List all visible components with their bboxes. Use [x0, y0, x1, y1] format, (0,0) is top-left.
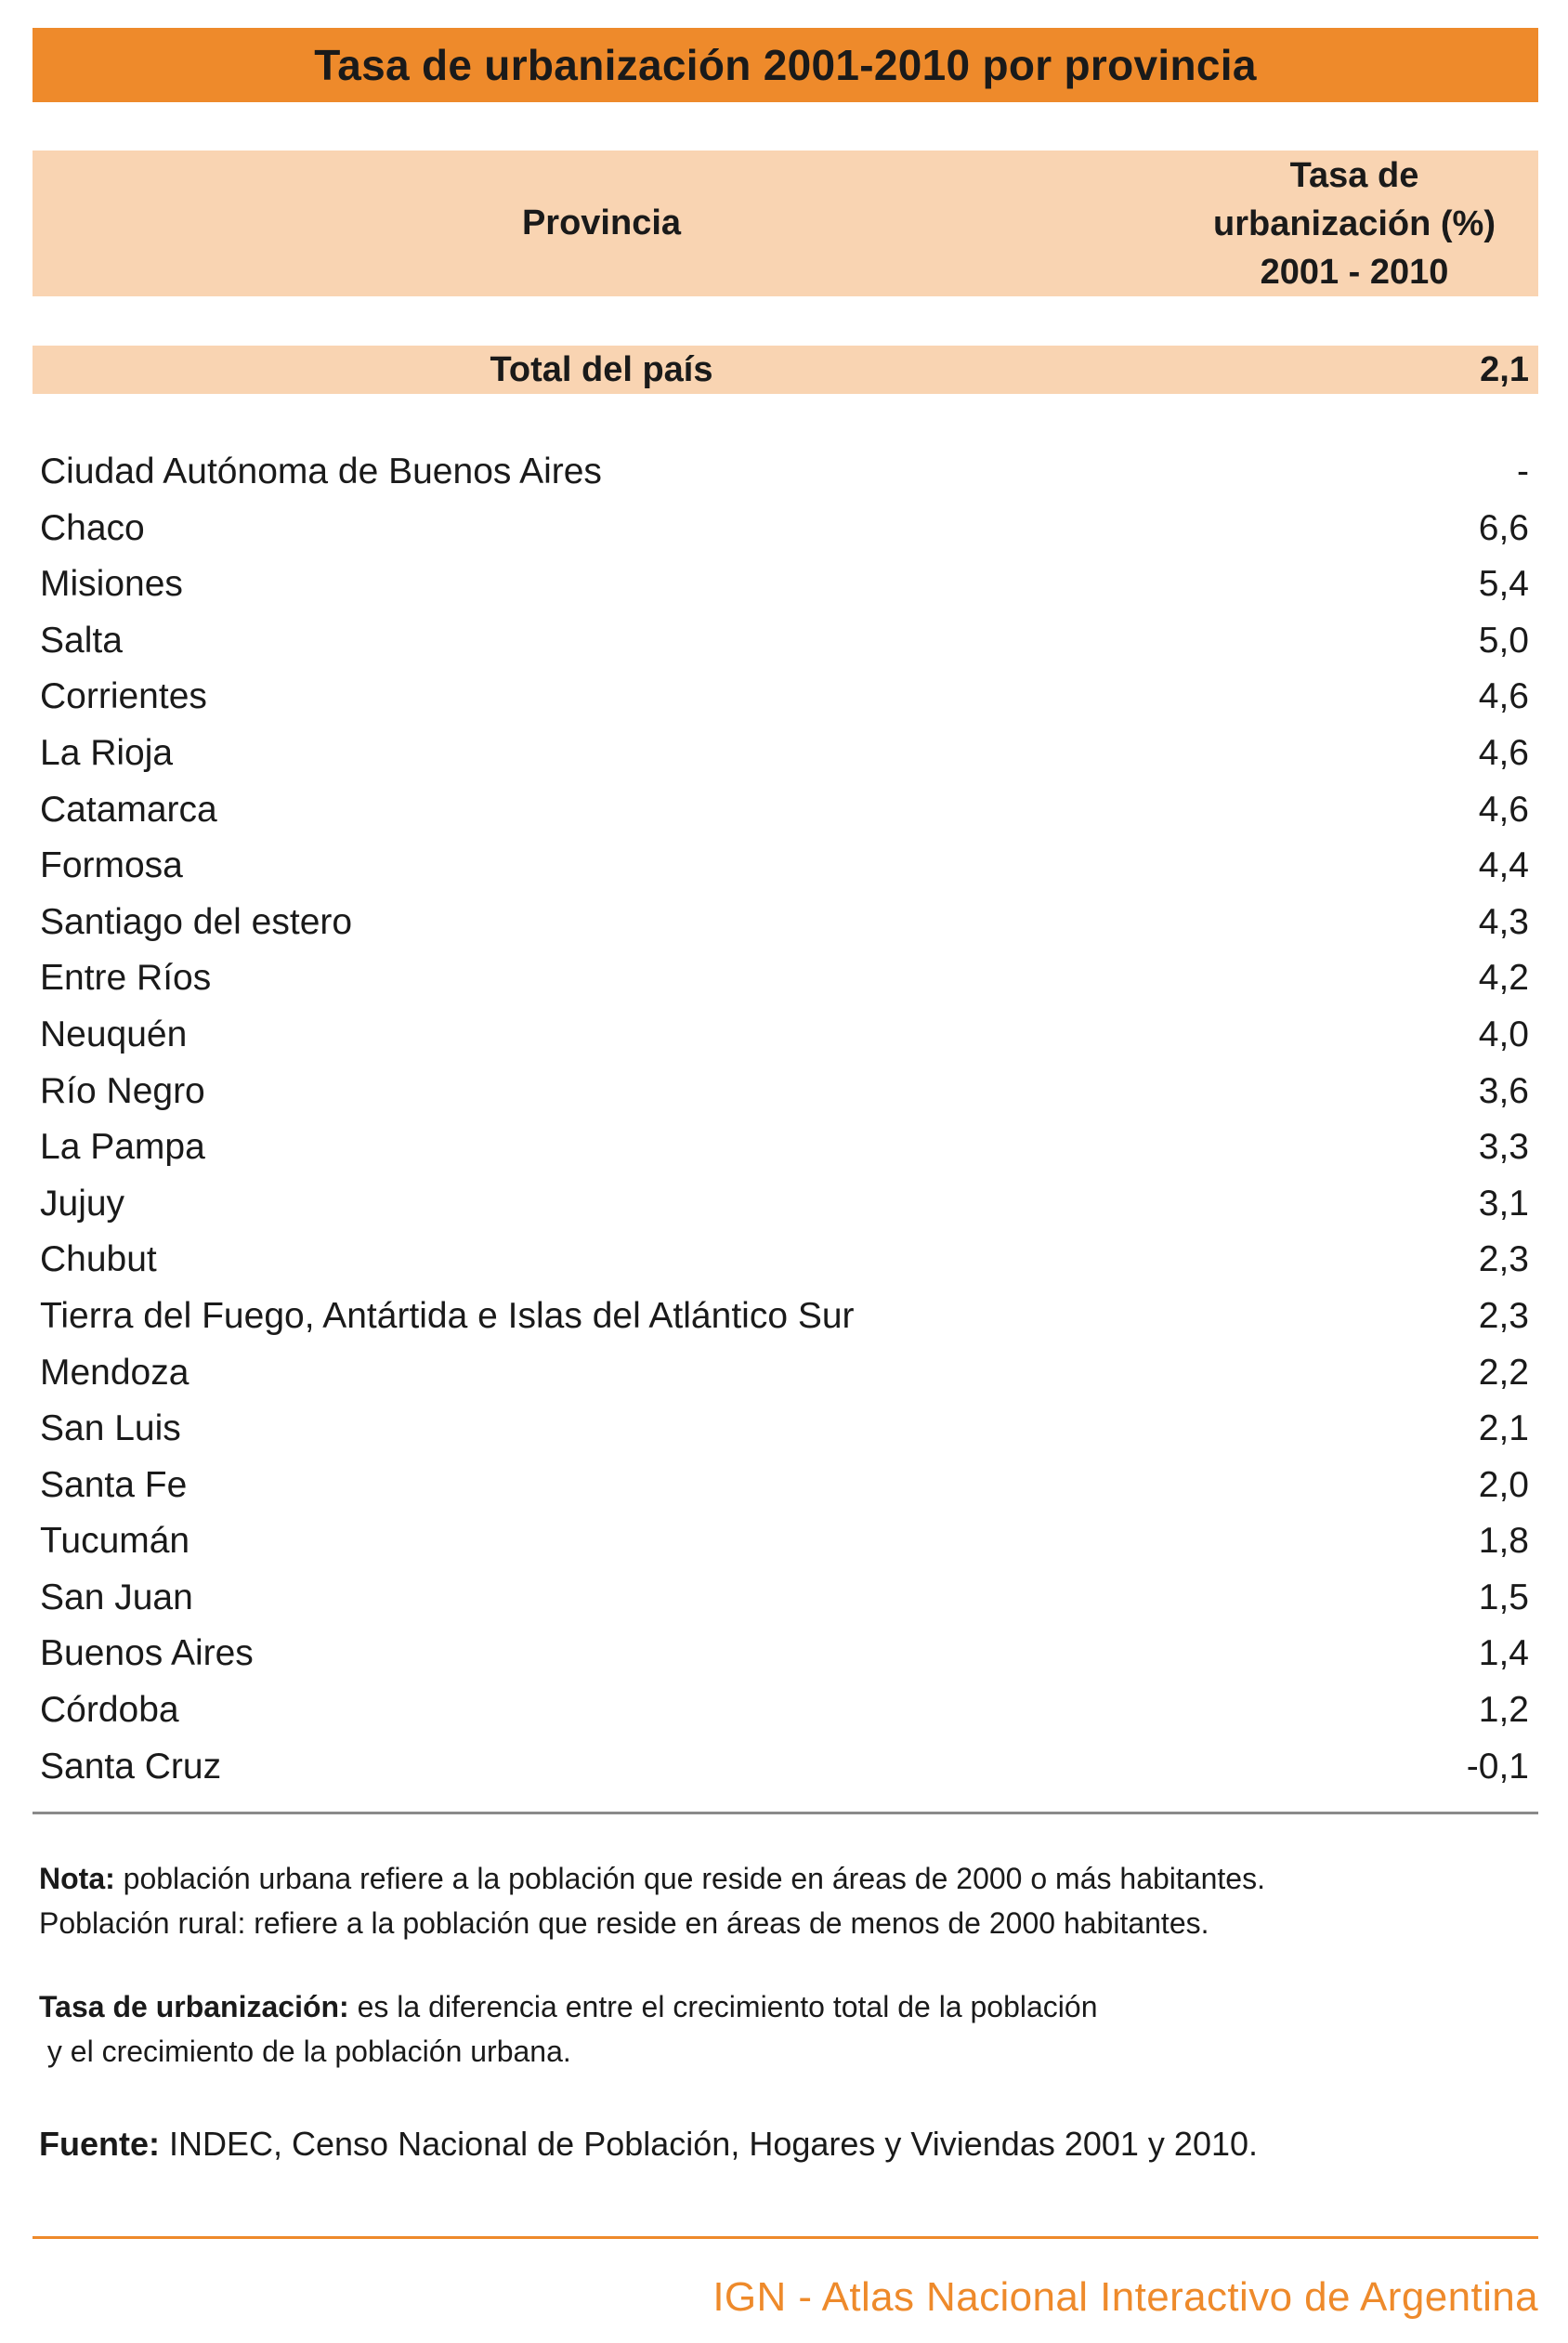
urbanization-rate: 4,6 — [1478, 732, 1529, 773]
province-name: Santiago del estero — [40, 901, 353, 942]
province-name: Córdoba — [40, 1690, 179, 1731]
province-name: Santa Cruz — [40, 1746, 222, 1787]
province-name: Chaco — [40, 507, 145, 548]
tasa-text: es la diferencia entre el crecimiento total de la población — [348, 1990, 1098, 2023]
table-row — [33, 556, 1538, 613]
province-name: Buenos Aires — [40, 1633, 254, 1674]
urbanization-rate: 2,2 — [1478, 1352, 1529, 1393]
urbanization-rate: 3,1 — [1478, 1183, 1529, 1224]
tasa-line-2: y el crecimiento de la población urbana. — [39, 2035, 571, 2068]
urbanization-rate: 3,6 — [1478, 1070, 1529, 1111]
table-row — [33, 726, 1538, 782]
table-header — [33, 151, 1538, 296]
table-row — [33, 1401, 1538, 1458]
table-row — [33, 1345, 1538, 1402]
table-row — [33, 444, 1538, 501]
table-row — [33, 1458, 1538, 1514]
page-title: Tasa de urbanización 2001-2010 por provincia — [314, 41, 1257, 89]
table-row — [33, 782, 1538, 839]
urbanization-rate: 6,6 — [1478, 507, 1529, 548]
urbanization-rate: 1,4 — [1478, 1633, 1529, 1674]
total-label: Total del país — [490, 349, 713, 389]
tasa-line — [39, 1984, 1525, 2029]
province-name: Tierra del Fuego, Antártida e Islas del Atlántico Sur — [40, 1295, 855, 1336]
urbanization-rate: 4,6 — [1478, 789, 1529, 830]
nota-text: población urbana refiere a la población que reside en áreas de 2000 o más habitantes. — [114, 1862, 1265, 1895]
urbanization-rate: 4,2 — [1478, 958, 1529, 999]
province-name: San Juan — [40, 1577, 193, 1617]
province-name: San Luis — [40, 1408, 181, 1449]
province-name: Catamarca — [40, 789, 217, 830]
table-row — [33, 613, 1538, 670]
province-name: Río Negro — [40, 1070, 205, 1111]
nota-line-2: Población rural: refiere a la población que reside en áreas de menos de 2000 habitantes. — [39, 1906, 1209, 1940]
table-row — [33, 1176, 1538, 1233]
urbanization-rate: 5,0 — [1478, 620, 1529, 661]
province-name: Salta — [40, 620, 123, 661]
nota-label: Nota: — [39, 1862, 115, 1895]
table-row — [33, 1007, 1538, 1064]
table-row — [33, 1739, 1538, 1796]
urbanization-rate: -0,1 — [1466, 1746, 1529, 1787]
province-name: Chubut — [40, 1239, 157, 1280]
province-name: Santa Fe — [40, 1464, 188, 1505]
province-name: Tucumán — [40, 1521, 190, 1562]
footer-credit: IGN - Atlas Nacional Interactivo de Argentina — [712, 2274, 1538, 2320]
urbanization-rate: 2,1 — [1478, 1408, 1529, 1449]
province-name: Jujuy — [40, 1183, 125, 1224]
column-header-rate: Tasa de urbanización (%) 2001 - 2010 — [1212, 155, 1496, 292]
urbanization-rate: 2,3 — [1478, 1295, 1529, 1336]
title-bar — [33, 28, 1538, 102]
table-row — [33, 950, 1538, 1007]
table-row — [33, 1570, 1538, 1627]
total-value: 2,1 — [1480, 349, 1529, 389]
province-name: La Rioja — [40, 732, 174, 773]
footer-divider — [33, 2236, 1538, 2239]
table-row — [33, 1064, 1538, 1120]
urbanization-rate: 2,0 — [1478, 1464, 1529, 1505]
urbanization-rate: 1,5 — [1478, 1577, 1529, 1617]
province-name: Formosa — [40, 845, 183, 886]
table-row — [33, 1289, 1538, 1345]
urbanization-rate: 4,3 — [1478, 901, 1529, 942]
table-row — [33, 1232, 1538, 1289]
province-name: La Pampa — [40, 1127, 205, 1168]
province-name: Neuquén — [40, 1014, 188, 1054]
column-header-province: Provincia — [521, 203, 682, 242]
urbanization-rate: 4,0 — [1478, 1014, 1529, 1054]
table-row — [33, 1682, 1538, 1739]
table-row — [33, 895, 1538, 951]
province-name: Ciudad Autónoma de Buenos Aires — [40, 452, 602, 491]
notes-section — [39, 1856, 1525, 2166]
table-row — [33, 669, 1538, 726]
province-table-body — [33, 444, 1538, 1795]
table-row — [33, 1119, 1538, 1176]
urbanization-rate: 4,4 — [1478, 845, 1529, 886]
table-bottom-divider — [33, 1812, 1538, 1814]
tasa-label: Tasa de urbanización: — [39, 1990, 349, 2023]
table-row — [33, 1513, 1538, 1570]
fuente-label: Fuente: — [39, 2125, 160, 2163]
table-row — [33, 838, 1538, 895]
urbanization-rate: 1,8 — [1478, 1521, 1529, 1562]
urbanization-rate: 4,6 — [1478, 676, 1529, 717]
table-row — [33, 501, 1538, 557]
province-name: Entre Ríos — [40, 958, 212, 999]
fuente-line — [39, 2122, 1525, 2166]
table-row — [33, 1626, 1538, 1682]
province-name: Corrientes — [40, 676, 207, 717]
urbanization-rate: - — [1517, 452, 1529, 491]
urbanization-rate: 3,3 — [1478, 1127, 1529, 1168]
province-name: Mendoza — [40, 1352, 189, 1393]
urbanization-rate: 2,3 — [1478, 1239, 1529, 1280]
urbanization-rate: 5,4 — [1478, 564, 1529, 605]
province-name: Misiones — [40, 564, 183, 605]
total-row — [33, 346, 1538, 394]
nota-line — [39, 1856, 1525, 1901]
urbanization-rate: 1,2 — [1478, 1690, 1529, 1731]
fuente-text: INDEC, Censo Nacional de Población, Hogares y Viviendas 2001 y 2010. — [160, 2125, 1259, 2163]
